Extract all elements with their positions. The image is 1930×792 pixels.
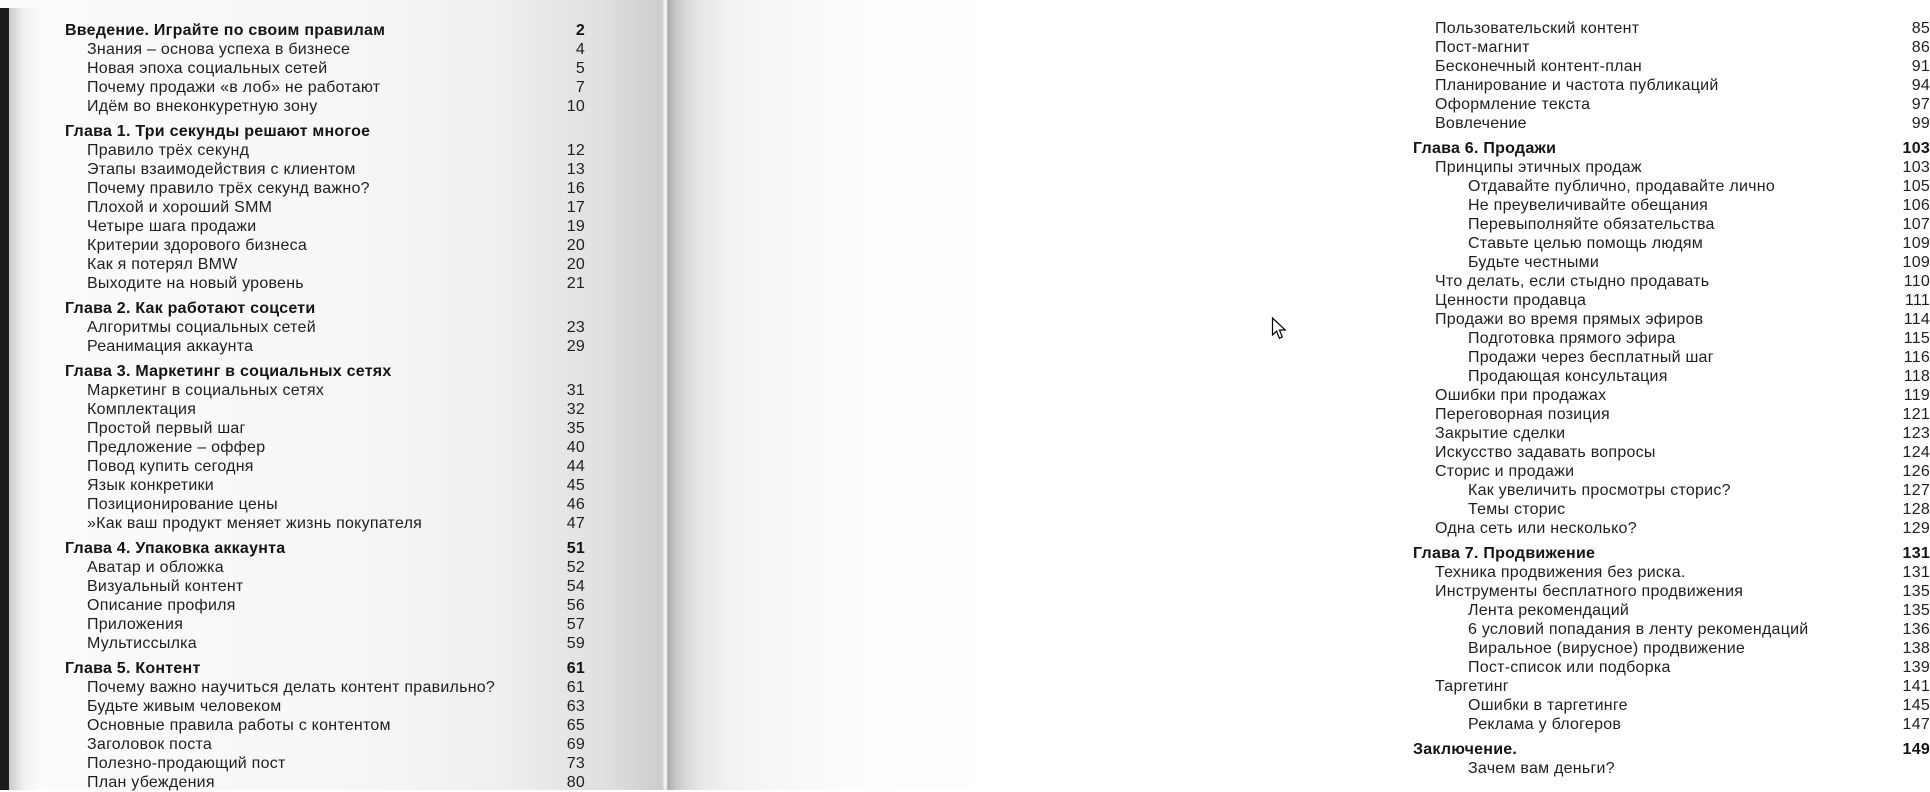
- toc-entry-page-number: 44: [566, 458, 585, 475]
- toc-entry: [1413, 215, 1930, 234]
- toc-entry: [1413, 76, 1930, 95]
- toc-entry-title: Основные правила работы с контентом: [87, 717, 391, 734]
- toc-entry: [65, 299, 585, 318]
- toc-entry-title: Оформление текста: [1435, 96, 1591, 113]
- toc-entry-title: Глава 1. Три секунды решают многое: [65, 123, 371, 140]
- toc-entry-page-number: 54: [566, 578, 585, 595]
- toc-entry-title: Вовлечение: [1435, 115, 1527, 132]
- toc-entry: [65, 495, 585, 514]
- toc-entry-page-number: 40: [566, 439, 585, 456]
- toc-entry-title: Аватар и обложка: [87, 559, 224, 576]
- toc-entry: [65, 419, 585, 438]
- toc-entry: [1413, 519, 1930, 538]
- toc-entry-title: Отдавайте публично, продавайте лично: [1468, 178, 1775, 195]
- toc-entry: [65, 438, 585, 457]
- toc-entry: [1413, 696, 1930, 715]
- toc-entry: [1413, 500, 1930, 519]
- toc-entry: [1413, 620, 1930, 639]
- toc-entry: [1413, 386, 1930, 405]
- toc-entry-title: Заключение.: [1413, 741, 1518, 758]
- toc-entry-title: Инструменты бесплатного продвижения: [1435, 583, 1744, 600]
- toc-entry-title: Введение. Играйте по своим правилам: [65, 22, 386, 39]
- toc-entry: [65, 476, 585, 495]
- toc-entry-title: Повод купить сегодня: [87, 458, 254, 475]
- toc-entry: [1413, 582, 1930, 601]
- toc-entry-page-number: 7: [575, 79, 585, 96]
- toc-entry: [1413, 272, 1930, 291]
- toc-entry-title: Зачем вам деньги?: [1468, 760, 1615, 777]
- toc-entry-title: Искусство задавать вопросы: [1435, 444, 1656, 461]
- toc-entry-page-number: 31: [566, 382, 585, 399]
- toc-entry-title: Реклама у блогеров: [1468, 716, 1622, 733]
- toc-entry-title: Почему важно научиться делать контент правильно?: [87, 679, 496, 696]
- toc-entry: [1413, 38, 1930, 57]
- toc-entry: [1413, 310, 1930, 329]
- toc-entry: [1413, 177, 1930, 196]
- toc-entry: [65, 539, 585, 558]
- toc-entry-title: »Как ваш продукт меняет жизнь покупателя: [87, 515, 423, 532]
- toc-entry: [65, 21, 585, 40]
- toc-entry-page-number: 61: [566, 679, 585, 696]
- toc-entry: [65, 400, 585, 419]
- toc-entry-title: Комплектация: [87, 401, 197, 418]
- left-page-toc-column: [65, 21, 585, 792]
- toc-entry-page-number: 109: [1902, 235, 1930, 252]
- scan-edge-shadow: [0, 8, 9, 790]
- toc-entry-title: Приложения: [87, 616, 184, 633]
- toc-entry-title: Глава 4. Упаковка аккаунта: [65, 540, 286, 557]
- toc-entry-title: Глава 2. Как работают соцсети: [65, 300, 316, 317]
- toc-entry-title: Этапы взаимодействия с клиентом: [87, 161, 356, 178]
- toc-entry-page-number: 149: [1902, 741, 1930, 758]
- toc-entry: [65, 457, 585, 476]
- toc-entry-title: Почему правило трёх секунд важно?: [87, 180, 370, 197]
- toc-entry-page-number: 32: [566, 401, 585, 418]
- toc-entry-page-number: 35: [566, 420, 585, 437]
- toc-entry-page-number: 110: [1903, 273, 1930, 290]
- page-curl-shading: [9, 8, 41, 790]
- right-page: [668, 0, 1930, 790]
- toc-entry-page-number: 126: [1902, 463, 1930, 480]
- toc-entry-title: Алгоритмы социальных сетей: [87, 319, 316, 336]
- toc-entry-title: 6 условий попадания в ленту рекомендаций: [1468, 621, 1809, 638]
- toc-entry-title: Идём во внеконкуретную зону: [87, 98, 318, 115]
- toc-entry-page-number: 141: [1902, 678, 1930, 695]
- toc-entry: [65, 634, 585, 653]
- toc-entry-page-number: 63: [566, 698, 585, 715]
- toc-entry-title: Выходите на новый уровень: [87, 275, 304, 292]
- toc-entry-page-number: 128: [1902, 501, 1930, 518]
- toc-entry-title: Правило трёх секунд: [87, 142, 250, 159]
- toc-entry-title: Лента рекомендаций: [1468, 602, 1630, 619]
- toc-entry-title: Плохой и хороший SMM: [87, 199, 273, 216]
- toc-entry: [65, 78, 585, 97]
- toc-entry: [1413, 114, 1930, 133]
- toc-entry-title: Темы сторис: [1468, 501, 1566, 518]
- toc-entry-title: Почему продажи «в лоб» не работают: [87, 79, 381, 96]
- toc-entry-title: Новая эпоха социальных сетей: [87, 60, 328, 77]
- toc-entry: [1413, 544, 1930, 563]
- toc-entry-page-number: 69: [566, 736, 585, 753]
- right-page-toc-column: [1413, 19, 1930, 778]
- toc-entry-page-number: 106: [1902, 197, 1930, 214]
- toc-entry: [1413, 481, 1930, 500]
- toc-entry-title: Как увеличить просмотры сторис?: [1468, 482, 1731, 499]
- toc-entry-page-number: 121: [1902, 406, 1930, 423]
- toc-entry: [1413, 639, 1930, 658]
- toc-entry-title: Заголовок поста: [87, 736, 213, 753]
- toc-entry: [65, 678, 585, 697]
- toc-entry-title: Ставьте целью помощь людям: [1468, 235, 1704, 252]
- toc-entry-page-number: 103: [1902, 140, 1930, 157]
- toc-entry: [1413, 253, 1930, 272]
- toc-entry-page-number: 115: [1903, 330, 1930, 347]
- toc-entry-page-number: 73: [566, 755, 585, 772]
- toc-entry-page-number: 19: [566, 218, 585, 235]
- toc-entry-page-number: 17: [566, 199, 585, 216]
- toc-entry-page-number: 47: [566, 515, 585, 532]
- toc-entry-title: Предложение – оффер: [87, 439, 266, 456]
- toc-entry-title: Глава 6. Продажи: [1413, 140, 1557, 157]
- toc-entry-page-number: 111: [1904, 292, 1930, 309]
- toc-entry: [1413, 367, 1930, 386]
- toc-entry-title: Критерии здорового бизнеса: [87, 237, 308, 254]
- toc-entry: [65, 337, 585, 356]
- toc-entry-page-number: 139: [1902, 659, 1930, 676]
- toc-entry: [1413, 158, 1930, 177]
- toc-entry: [65, 318, 585, 337]
- toc-entry: [65, 59, 585, 78]
- toc-entry-page-number: 123: [1902, 425, 1930, 442]
- toc-entry-title: Одна сеть или несколько?: [1435, 520, 1637, 537]
- toc-entry: [1413, 658, 1930, 677]
- toc-entry-title: Реанимация аккаунта: [87, 338, 254, 355]
- toc-entry-title: Маркетинг в социальных сетях: [87, 382, 325, 399]
- toc-entry-title: Планирование и частота публикаций: [1435, 77, 1719, 94]
- toc-entry-page-number: 20: [566, 237, 585, 254]
- toc-entry-page-number: 29: [566, 338, 585, 355]
- toc-entry-title: Позиционирование цены: [87, 496, 278, 513]
- toc-entry-page-number: 136: [1902, 621, 1930, 638]
- toc-entry-title: Будьте живым человеком: [87, 698, 282, 715]
- toc-entry: [65, 735, 585, 754]
- toc-entry: [65, 40, 585, 59]
- toc-entry-page-number: 4: [575, 41, 585, 58]
- toc-entry-title: Будьте честными: [1468, 254, 1600, 271]
- toc-entry-page-number: 105: [1902, 178, 1930, 195]
- toc-entry: [1413, 677, 1930, 696]
- toc-entry-page-number: 147: [1902, 716, 1930, 733]
- toc-entry-title: Глава 7. Продвижение: [1413, 545, 1596, 562]
- toc-entry-title: Подготовка прямого эфира: [1468, 330, 1676, 347]
- toc-entry-page-number: 10: [566, 98, 585, 115]
- toc-entry-title: Пользовательский контент: [1435, 20, 1640, 37]
- toc-entry: [1413, 405, 1930, 424]
- toc-entry: [1413, 291, 1930, 310]
- toc-entry-page-number: 119: [1903, 387, 1930, 404]
- toc-entry: [65, 754, 585, 773]
- toc-entry-page-number: 80: [566, 774, 585, 791]
- toc-entry: [1413, 563, 1930, 582]
- toc-entry-page-number: 135: [1902, 602, 1930, 619]
- toc-entry-title: Знания – основа успеха в бизнесе: [87, 41, 351, 58]
- toc-entry: [65, 160, 585, 179]
- toc-entry-page-number: 23: [566, 319, 585, 336]
- toc-entry: [1413, 19, 1930, 38]
- toc-entry: [1413, 139, 1930, 158]
- toc-entry-page-number: 103: [1902, 159, 1930, 176]
- toc-entry-page-number: 45: [566, 477, 585, 494]
- toc-entry: [1413, 443, 1930, 462]
- toc-entry-page-number: 86: [1911, 39, 1930, 56]
- toc-entry-title: Глава 5. Контент: [65, 660, 201, 677]
- toc-entry-title: Что делать, если стыдно продавать: [1435, 273, 1710, 290]
- toc-entry-title: Мультиссылка: [87, 635, 197, 652]
- toc-entry-title: Четыре шага продажи: [87, 218, 257, 235]
- toc-entry-page-number: 124: [1902, 444, 1930, 461]
- toc-entry-page-number: 57: [566, 616, 585, 633]
- toc-entry-page-number: 97: [1911, 96, 1930, 113]
- toc-entry: [1413, 95, 1930, 114]
- toc-entry-page-number: 99: [1911, 115, 1930, 132]
- toc-entry: [65, 217, 585, 236]
- toc-entry: [65, 697, 585, 716]
- toc-entry: [1413, 601, 1930, 620]
- toc-entry-title: Полезно-продающий пост: [87, 755, 286, 772]
- toc-entry-title: Ценности продавца: [1435, 292, 1587, 309]
- toc-entry-page-number: 131: [1902, 564, 1930, 581]
- toc-entry: [1413, 329, 1930, 348]
- toc-entry-page-number: 109: [1902, 254, 1930, 271]
- toc-entry: [1413, 234, 1930, 253]
- toc-entry: [1413, 424, 1930, 443]
- toc-entry-title: Бесконечный контент-план: [1435, 58, 1642, 75]
- toc-entry-title: Продающая консультация: [1468, 368, 1668, 385]
- toc-entry: [65, 716, 585, 735]
- toc-entry: [65, 97, 585, 116]
- toc-entry-page-number: 16: [566, 180, 585, 197]
- toc-entry: [65, 659, 585, 678]
- toc-entry: [65, 141, 585, 160]
- toc-entry: [65, 255, 585, 274]
- toc-entry: [65, 596, 585, 615]
- toc-entry-title: Виральное (вирусное) продвижение: [1468, 640, 1746, 657]
- toc-entry-page-number: 2: [575, 22, 585, 39]
- toc-entry: [65, 514, 585, 533]
- toc-entry-title: Принципы этичных продаж: [1435, 159, 1642, 176]
- toc-entry-title: Пост-магнит: [1435, 39, 1530, 56]
- toc-entry-title: Ошибки в таргетинге: [1468, 697, 1628, 714]
- toc-entry: [1413, 740, 1930, 759]
- toc-entry-title: Закрытие сделки: [1435, 425, 1566, 442]
- toc-entry: [65, 236, 585, 255]
- toc-entry: [1413, 759, 1930, 778]
- toc-entry-page-number: 56: [566, 597, 585, 614]
- toc-entry-page-number: 59: [566, 635, 585, 652]
- toc-entry: [65, 179, 585, 198]
- toc-entry-page-number: 116: [1903, 349, 1930, 366]
- toc-entry: [1413, 196, 1930, 215]
- toc-entry-title: Продажи во время прямых эфиров: [1435, 311, 1704, 328]
- toc-entry-title: Визуальный контент: [87, 578, 244, 595]
- toc-entry-page-number: 61: [566, 660, 585, 677]
- toc-entry-page-number: 65: [566, 717, 585, 734]
- toc-entry: [1413, 57, 1930, 76]
- toc-entry-page-number: 118: [1903, 368, 1930, 385]
- toc-entry-page-number: 13: [566, 161, 585, 178]
- toc-entry: [65, 381, 585, 400]
- toc-entry-page-number: 107: [1902, 216, 1930, 233]
- toc-entry-page-number: 51: [566, 540, 585, 557]
- toc-entry-title: Глава 3. Маркетинг в социальных сетях: [65, 363, 392, 380]
- toc-entry-title: Таргетинг: [1435, 678, 1509, 695]
- toc-entry-title: Ошибки при продажах: [1435, 387, 1607, 404]
- left-page: [0, 0, 668, 790]
- toc-entry-page-number: 91: [1911, 58, 1930, 75]
- toc-entry: [1413, 348, 1930, 367]
- toc-entry-page-number: 131: [1902, 545, 1930, 562]
- toc-entry-page-number: 127: [1902, 482, 1930, 499]
- toc-entry-page-number: 85: [1911, 20, 1930, 37]
- toc-entry-page-number: 138: [1902, 640, 1930, 657]
- toc-entry: [65, 198, 585, 217]
- toc-entry: [65, 773, 585, 792]
- toc-entry: [65, 577, 585, 596]
- toc-entry: [1413, 715, 1930, 734]
- toc-entry-page-number: 46: [566, 496, 585, 513]
- toc-entry-page-number: 135: [1902, 583, 1930, 600]
- toc-entry-page-number: 21: [566, 275, 585, 292]
- toc-entry: [65, 122, 585, 141]
- toc-entry-title: Продажи через бесплатный шаг: [1468, 349, 1714, 366]
- toc-entry: [1413, 462, 1930, 481]
- toc-entry-title: Перевыполняйте обязательства: [1468, 216, 1715, 233]
- arrow-cursor-icon: [1271, 317, 1288, 341]
- toc-entry: [65, 615, 585, 634]
- toc-entry-title: Пост-список или подборка: [1468, 659, 1671, 676]
- toc-entry-title: Простой первый шаг: [87, 420, 246, 437]
- toc-entry: [65, 274, 585, 293]
- toc-entry-title: Не преувеличивайте обещания: [1468, 197, 1709, 214]
- toc-entry-title: Как я потерял BMW: [87, 256, 238, 273]
- toc-entry-page-number: 52: [566, 559, 585, 576]
- toc-entry-title: Сторис и продажи: [1435, 463, 1575, 480]
- toc-entry-title: Описание профиля: [87, 597, 236, 614]
- toc-entry-page-number: 5: [575, 60, 585, 77]
- toc-entry-page-number: 20: [566, 256, 585, 273]
- toc-entry-title: Техника продвижения без риска.: [1435, 564, 1686, 581]
- toc-entry-page-number: 145: [1902, 697, 1930, 714]
- toc-entry-page-number: 114: [1903, 311, 1930, 328]
- toc-entry-page-number: 12: [566, 142, 585, 159]
- toc-entry-title: Язык конкретики: [87, 477, 214, 494]
- toc-entry-page-number: 94: [1911, 77, 1930, 94]
- toc-entry-title: Переговорная позиция: [1435, 406, 1610, 423]
- toc-entry: [65, 362, 585, 381]
- toc-entry-page-number: 129: [1902, 520, 1930, 537]
- toc-entry-title: План убеждения: [87, 774, 215, 791]
- toc-entry: [65, 558, 585, 577]
